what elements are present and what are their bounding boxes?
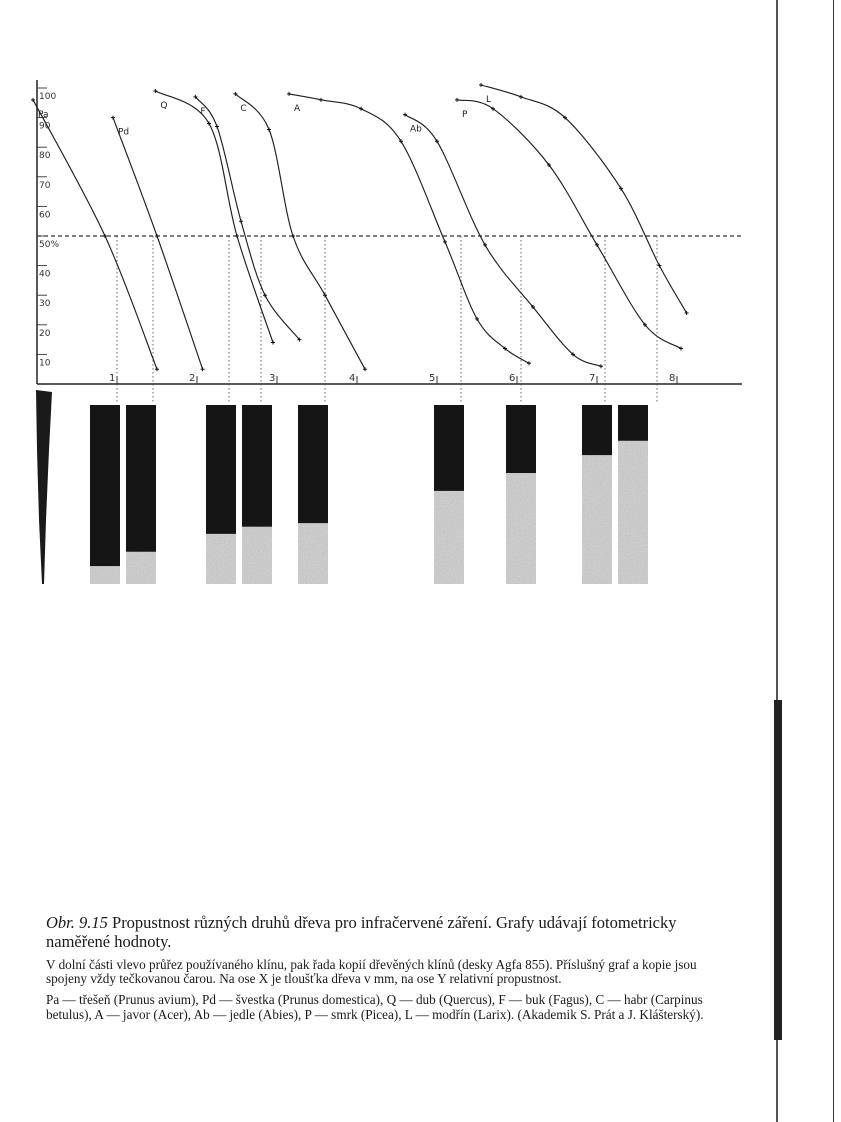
caption-title: Propustnost různých druhů dřeva pro infračervené záření. Grafy udávají fotometricky naměřené hodnoty. <box>46 913 677 951</box>
data-point-q <box>235 234 239 238</box>
data-point-l <box>519 95 523 99</box>
wedge-copy-clear-region <box>582 455 612 584</box>
series-line-q <box>155 91 273 343</box>
y-tick-label: 40 <box>39 269 51 280</box>
x-tick-label: 7 <box>589 373 596 384</box>
x-tick-label: 4 <box>349 373 356 384</box>
data-point-f <box>263 293 267 297</box>
data-point-f <box>239 219 243 223</box>
wedge-copy-clear-region <box>506 473 536 584</box>
series-line-p <box>457 100 681 349</box>
wedge-copies-group <box>90 405 648 584</box>
series-line-ab <box>405 115 601 367</box>
series-label-a: A <box>294 103 301 114</box>
x-tick-label: 3 <box>269 373 276 384</box>
data-point-l <box>657 264 661 268</box>
y-tick-label: 100 <box>39 92 57 102</box>
data-point-pa <box>103 234 107 238</box>
data-point-f <box>215 124 219 128</box>
wedge-copy-clear-region <box>126 552 156 584</box>
data-point-q <box>153 89 157 93</box>
page-edge-rule <box>833 0 834 1122</box>
data-point-a <box>319 98 323 102</box>
data-point-pa <box>155 367 159 371</box>
data-point-a <box>359 107 363 111</box>
wedge-copy-strip <box>90 405 120 584</box>
series-line-l <box>481 85 687 313</box>
wedge-copy-clear-region <box>206 534 236 584</box>
series-label-q: Q <box>160 100 168 111</box>
caption-description: V dolní části vlevo průřez používaného klínu, pak řada kopií dřevěných klínů (desky Agfa 855). Příslušný graf a kopie jsou spojeny vždy tečkovanou čarou. Na ose X je tloušťka dřeva v mm, na ose Y relativní propustnost. <box>46 957 697 987</box>
wedge-copy-clear-region <box>242 527 272 584</box>
data-point-c <box>291 234 295 238</box>
figure-caption <box>46 913 736 1022</box>
wedge-cross-section <box>36 390 52 584</box>
series-group <box>31 83 689 371</box>
series-line-a <box>289 94 529 363</box>
x-tick-label: 5 <box>429 373 436 384</box>
x-tick-label: 1 <box>109 373 116 384</box>
series-label-c: C <box>240 103 247 114</box>
data-point-a <box>443 240 447 244</box>
x-tick-label: 2 <box>189 373 196 384</box>
wedge-profile-shape <box>36 390 52 584</box>
x-tick-label: 8 <box>669 373 676 384</box>
data-point-pd <box>201 367 205 371</box>
series-label-ab: Ab <box>410 124 422 135</box>
y-tick-label: 30 <box>39 299 51 310</box>
series-label-p: P <box>462 109 468 120</box>
series-line-pa <box>33 100 157 369</box>
series-line-f <box>195 97 299 340</box>
series-label-l: L <box>486 95 492 106</box>
data-point-a <box>287 92 291 96</box>
y-tick-label: 70 <box>39 180 51 191</box>
caption-legend: Pa — třešeň (Prunus avium), Pd — švestka (Prunus domestica), Q — dub (Quercus), F — buk (Fagus), C — habr (Carpinus betulus), A — javor (Acer), Ab — jedle (Abies), P — smrk (Picea), L — modřín (Larix). (Akademik S. Prát a J. Klášterský). <box>46 992 704 1022</box>
y-tick-group <box>37 88 59 368</box>
y-tick-label: 20 <box>39 328 51 339</box>
series-line-pd <box>113 118 203 370</box>
data-point-q <box>271 341 275 345</box>
scan-margin-shadow <box>774 700 782 1040</box>
series-label-pd: Pd <box>118 127 130 138</box>
data-point-p <box>455 98 459 102</box>
data-point-ab <box>599 364 603 368</box>
chart-axes <box>37 80 742 384</box>
x-tick-label: 6 <box>509 373 516 384</box>
series-line-c <box>235 94 365 369</box>
y-tick-label: 50% <box>39 240 60 250</box>
dotted-connector-group <box>117 236 657 404</box>
wedge-copy-clear-region <box>434 491 464 584</box>
figure-label: Obr. 9.15 <box>46 913 108 932</box>
series-label-pa: Pa <box>38 109 49 120</box>
wedge-copy-clear-region <box>618 441 648 584</box>
x-tick-group <box>109 373 677 384</box>
data-point-l <box>479 83 483 87</box>
y-tick-label: 90 <box>39 121 51 132</box>
y-tick-label: 80 <box>39 151 51 162</box>
data-point-pd <box>111 116 115 120</box>
data-point-pd <box>155 234 159 238</box>
y-tick-label: 10 <box>39 358 51 369</box>
caption-heading <box>46 913 736 951</box>
wedge-copy-clear-region <box>90 566 120 584</box>
data-point-c <box>267 127 271 131</box>
series-label-f: F <box>200 106 206 117</box>
wedge-copy-clear-region <box>298 523 328 584</box>
y-tick-label: 60 <box>39 210 51 221</box>
